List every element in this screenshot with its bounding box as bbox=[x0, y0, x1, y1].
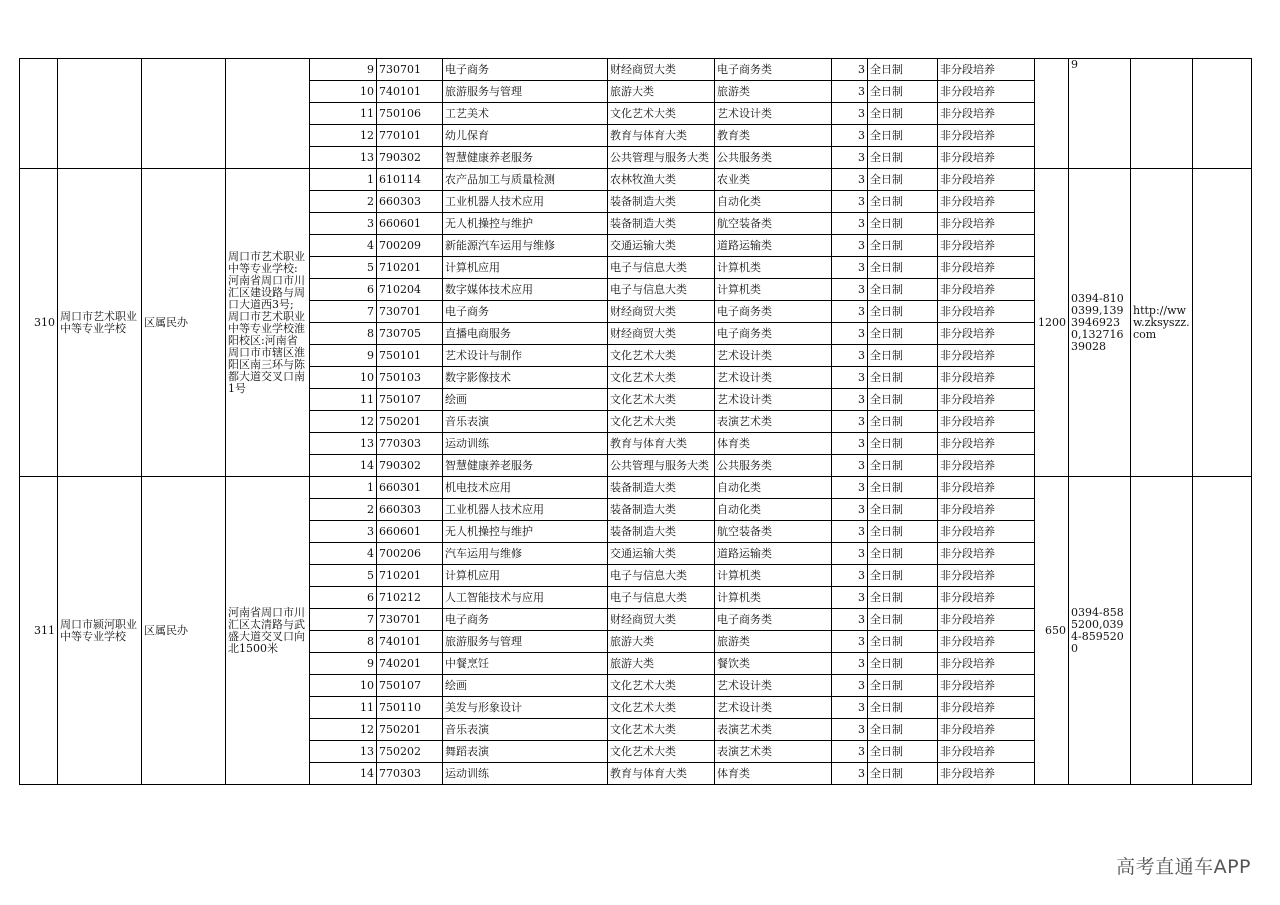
major-class: 自动化类 bbox=[715, 191, 832, 213]
major-code: 710201 bbox=[377, 257, 443, 279]
seq-number: 11 bbox=[310, 103, 377, 125]
major-class: 体育类 bbox=[715, 433, 832, 455]
major-name: 新能源汽车运用与维修 bbox=[443, 235, 608, 257]
study-mode: 全日制 bbox=[868, 653, 938, 675]
duration: 3 bbox=[832, 213, 868, 235]
major-category: 财经商贸大类 bbox=[608, 301, 715, 323]
major-category: 文化艺术大类 bbox=[608, 697, 715, 719]
major-name: 中餐烹饪 bbox=[443, 653, 608, 675]
seq-number: 5 bbox=[310, 257, 377, 279]
major-category: 旅游大类 bbox=[608, 631, 715, 653]
study-mode: 全日制 bbox=[868, 631, 938, 653]
major-category: 教育与体育大类 bbox=[608, 433, 715, 455]
major-category: 文化艺术大类 bbox=[608, 367, 715, 389]
seq-number: 8 bbox=[310, 631, 377, 653]
study-mode: 全日制 bbox=[868, 301, 938, 323]
training-mode: 非分段培养 bbox=[938, 499, 1035, 521]
major-category: 旅游大类 bbox=[608, 653, 715, 675]
major-class: 餐饮类 bbox=[715, 653, 832, 675]
training-mode: 非分段培养 bbox=[938, 81, 1035, 103]
major-class: 表演艺术类 bbox=[715, 741, 832, 763]
major-code: 730705 bbox=[377, 323, 443, 345]
major-class: 旅游类 bbox=[715, 631, 832, 653]
major-class: 体育类 bbox=[715, 763, 832, 785]
study-mode: 全日制 bbox=[868, 59, 938, 81]
table-row bbox=[20, 477, 1252, 499]
major-class: 航空装备类 bbox=[715, 213, 832, 235]
duration: 3 bbox=[832, 499, 868, 521]
study-mode: 全日制 bbox=[868, 609, 938, 631]
school-address bbox=[226, 59, 310, 169]
major-category: 教育与体育大类 bbox=[608, 125, 715, 147]
major-name: 无人机操控与维护 bbox=[443, 213, 608, 235]
major-name: 音乐表演 bbox=[443, 411, 608, 433]
major-name: 机电技术应用 bbox=[443, 477, 608, 499]
major-class: 计算机类 bbox=[715, 565, 832, 587]
school-website bbox=[1131, 477, 1193, 785]
training-mode: 非分段培养 bbox=[938, 653, 1035, 675]
duration: 3 bbox=[832, 301, 868, 323]
duration: 3 bbox=[832, 411, 868, 433]
training-mode: 非分段培养 bbox=[938, 213, 1035, 235]
major-name: 幼儿保育 bbox=[443, 125, 608, 147]
study-mode: 全日制 bbox=[868, 499, 938, 521]
duration: 3 bbox=[832, 59, 868, 81]
major-code: 610114 bbox=[377, 169, 443, 191]
major-category: 财经商贸大类 bbox=[608, 59, 715, 81]
major-name: 数字媒体技术应用 bbox=[443, 279, 608, 301]
study-mode: 全日制 bbox=[868, 125, 938, 147]
seq-number: 10 bbox=[310, 675, 377, 697]
major-code: 770101 bbox=[377, 125, 443, 147]
major-class: 道路运输类 bbox=[715, 543, 832, 565]
duration: 3 bbox=[832, 235, 868, 257]
study-mode: 全日制 bbox=[868, 213, 938, 235]
major-class: 艺术设计类 bbox=[715, 345, 832, 367]
major-category: 文化艺术大类 bbox=[608, 741, 715, 763]
major-code: 710204 bbox=[377, 279, 443, 301]
major-code: 660601 bbox=[377, 213, 443, 235]
seq-number: 2 bbox=[310, 499, 377, 521]
major-name: 直播电商服务 bbox=[443, 323, 608, 345]
major-name: 运动训练 bbox=[443, 763, 608, 785]
major-category: 电子与信息大类 bbox=[608, 565, 715, 587]
enrollment-count: 650 bbox=[1035, 477, 1069, 785]
major-code: 710201 bbox=[377, 565, 443, 587]
study-mode: 全日制 bbox=[868, 257, 938, 279]
duration: 3 bbox=[832, 455, 868, 477]
major-code: 770303 bbox=[377, 433, 443, 455]
seq-number: 1 bbox=[310, 169, 377, 191]
training-mode: 非分段培养 bbox=[938, 279, 1035, 301]
major-code: 660303 bbox=[377, 191, 443, 213]
major-class: 艺术设计类 bbox=[715, 367, 832, 389]
study-mode: 全日制 bbox=[868, 565, 938, 587]
major-code: 660601 bbox=[377, 521, 443, 543]
seq-number: 5 bbox=[310, 565, 377, 587]
major-category: 旅游大类 bbox=[608, 81, 715, 103]
seq-number: 14 bbox=[310, 763, 377, 785]
training-mode: 非分段培养 bbox=[938, 675, 1035, 697]
table-row bbox=[20, 169, 1252, 191]
major-code: 750107 bbox=[377, 675, 443, 697]
training-mode: 非分段培养 bbox=[938, 543, 1035, 565]
study-mode: 全日制 bbox=[868, 235, 938, 257]
seq-number: 10 bbox=[310, 81, 377, 103]
training-mode: 非分段培养 bbox=[938, 345, 1035, 367]
training-mode: 非分段培养 bbox=[938, 257, 1035, 279]
major-name: 智慧健康养老服务 bbox=[443, 147, 608, 169]
study-mode: 全日制 bbox=[868, 763, 938, 785]
study-mode: 全日制 bbox=[868, 675, 938, 697]
major-class: 艺术设计类 bbox=[715, 697, 832, 719]
table-row bbox=[20, 59, 1252, 81]
training-mode: 非分段培养 bbox=[938, 631, 1035, 653]
contact-phone: 9 bbox=[1069, 59, 1131, 169]
remarks bbox=[1193, 169, 1252, 477]
seq-number: 13 bbox=[310, 741, 377, 763]
remarks bbox=[1193, 59, 1252, 169]
major-class: 电子商务类 bbox=[715, 609, 832, 631]
training-mode: 非分段培养 bbox=[938, 323, 1035, 345]
training-mode: 非分段培养 bbox=[938, 763, 1035, 785]
major-name: 农产品加工与质量检测 bbox=[443, 169, 608, 191]
major-class: 艺术设计类 bbox=[715, 675, 832, 697]
major-class: 教育类 bbox=[715, 125, 832, 147]
training-mode: 非分段培养 bbox=[938, 741, 1035, 763]
duration: 3 bbox=[832, 675, 868, 697]
major-code: 700206 bbox=[377, 543, 443, 565]
major-name: 音乐表演 bbox=[443, 719, 608, 741]
major-code: 750201 bbox=[377, 719, 443, 741]
training-mode: 非分段培养 bbox=[938, 367, 1035, 389]
duration: 3 bbox=[832, 587, 868, 609]
seq-number: 9 bbox=[310, 345, 377, 367]
major-name: 艺术设计与制作 bbox=[443, 345, 608, 367]
major-code: 740101 bbox=[377, 81, 443, 103]
major-category: 电子与信息大类 bbox=[608, 279, 715, 301]
school-type bbox=[142, 59, 226, 169]
major-name: 无人机操控与维护 bbox=[443, 521, 608, 543]
seq-number: 12 bbox=[310, 719, 377, 741]
school-id: 310 bbox=[20, 169, 58, 477]
training-mode: 非分段培养 bbox=[938, 521, 1035, 543]
study-mode: 全日制 bbox=[868, 323, 938, 345]
training-mode: 非分段培养 bbox=[938, 433, 1035, 455]
major-code: 710212 bbox=[377, 587, 443, 609]
duration: 3 bbox=[832, 103, 868, 125]
major-code: 700209 bbox=[377, 235, 443, 257]
major-category: 财经商贸大类 bbox=[608, 609, 715, 631]
school-name: 周口市颍河职业中等专业学校 bbox=[58, 477, 142, 785]
major-name: 智慧健康养老服务 bbox=[443, 455, 608, 477]
major-name: 计算机应用 bbox=[443, 257, 608, 279]
training-mode: 非分段培养 bbox=[938, 389, 1035, 411]
study-mode: 全日制 bbox=[868, 103, 938, 125]
major-class: 农业类 bbox=[715, 169, 832, 191]
major-code: 730701 bbox=[377, 609, 443, 631]
school-id bbox=[20, 59, 58, 169]
major-code: 790302 bbox=[377, 455, 443, 477]
seq-number: 11 bbox=[310, 697, 377, 719]
study-mode: 全日制 bbox=[868, 367, 938, 389]
seq-number: 1 bbox=[310, 477, 377, 499]
duration: 3 bbox=[832, 389, 868, 411]
major-class: 表演艺术类 bbox=[715, 411, 832, 433]
duration: 3 bbox=[832, 543, 868, 565]
duration: 3 bbox=[832, 763, 868, 785]
training-mode: 非分段培养 bbox=[938, 719, 1035, 741]
duration: 3 bbox=[832, 653, 868, 675]
training-mode: 非分段培养 bbox=[938, 301, 1035, 323]
major-category: 交通运输大类 bbox=[608, 543, 715, 565]
major-class: 计算机类 bbox=[715, 587, 832, 609]
major-category: 装备制造大类 bbox=[608, 499, 715, 521]
major-class: 自动化类 bbox=[715, 499, 832, 521]
major-class: 自动化类 bbox=[715, 477, 832, 499]
study-mode: 全日制 bbox=[868, 81, 938, 103]
duration: 3 bbox=[832, 323, 868, 345]
training-mode: 非分段培养 bbox=[938, 587, 1035, 609]
major-code: 750106 bbox=[377, 103, 443, 125]
training-mode: 非分段培养 bbox=[938, 477, 1035, 499]
major-category: 电子与信息大类 bbox=[608, 257, 715, 279]
school-website: http://www.zksyszz.com bbox=[1131, 169, 1193, 477]
major-category: 装备制造大类 bbox=[608, 521, 715, 543]
training-mode: 非分段培养 bbox=[938, 609, 1035, 631]
major-name: 电子商务 bbox=[443, 609, 608, 631]
contact-phone: 0394-8100399,13939469230,13271639028 bbox=[1069, 169, 1131, 477]
major-name: 计算机应用 bbox=[443, 565, 608, 587]
study-mode: 全日制 bbox=[868, 191, 938, 213]
seq-number: 3 bbox=[310, 521, 377, 543]
contact-phone: 0394-8585200,0394-8595200 bbox=[1069, 477, 1131, 785]
major-category: 装备制造大类 bbox=[608, 213, 715, 235]
major-class: 电子商务类 bbox=[715, 301, 832, 323]
major-name: 人工智能技术与应用 bbox=[443, 587, 608, 609]
duration: 3 bbox=[832, 609, 868, 631]
school-id: 311 bbox=[20, 477, 58, 785]
major-name: 工业机器人技术应用 bbox=[443, 499, 608, 521]
major-code: 730701 bbox=[377, 301, 443, 323]
major-category: 公共管理与服务大类 bbox=[608, 147, 715, 169]
major-code: 750101 bbox=[377, 345, 443, 367]
major-category: 公共管理与服务大类 bbox=[608, 455, 715, 477]
major-class: 艺术设计类 bbox=[715, 389, 832, 411]
duration: 3 bbox=[832, 147, 868, 169]
training-mode: 非分段培养 bbox=[938, 235, 1035, 257]
major-code: 660303 bbox=[377, 499, 443, 521]
major-category: 文化艺术大类 bbox=[608, 411, 715, 433]
duration: 3 bbox=[832, 719, 868, 741]
seq-number: 8 bbox=[310, 323, 377, 345]
major-class: 表演艺术类 bbox=[715, 719, 832, 741]
study-mode: 全日制 bbox=[868, 697, 938, 719]
major-category: 教育与体育大类 bbox=[608, 763, 715, 785]
enrollment-count bbox=[1035, 59, 1069, 169]
seq-number: 9 bbox=[310, 59, 377, 81]
study-mode: 全日制 bbox=[868, 587, 938, 609]
major-class: 公共服务类 bbox=[715, 147, 832, 169]
major-code: 730701 bbox=[377, 59, 443, 81]
major-name: 汽车运用与维修 bbox=[443, 543, 608, 565]
training-mode: 非分段培养 bbox=[938, 565, 1035, 587]
study-mode: 全日制 bbox=[868, 455, 938, 477]
major-code: 750201 bbox=[377, 411, 443, 433]
study-mode: 全日制 bbox=[868, 521, 938, 543]
study-mode: 全日制 bbox=[868, 411, 938, 433]
seq-number: 13 bbox=[310, 433, 377, 455]
training-mode: 非分段培养 bbox=[938, 59, 1035, 81]
major-name: 旅游服务与管理 bbox=[443, 81, 608, 103]
duration: 3 bbox=[832, 433, 868, 455]
seq-number: 11 bbox=[310, 389, 377, 411]
duration: 3 bbox=[832, 191, 868, 213]
duration: 3 bbox=[832, 257, 868, 279]
training-mode: 非分段培养 bbox=[938, 697, 1035, 719]
duration: 3 bbox=[832, 697, 868, 719]
major-name: 绘画 bbox=[443, 389, 608, 411]
major-category: 装备制造大类 bbox=[608, 191, 715, 213]
seq-number: 6 bbox=[310, 279, 377, 301]
major-name: 旅游服务与管理 bbox=[443, 631, 608, 653]
duration: 3 bbox=[832, 565, 868, 587]
enrollment-count: 1200 bbox=[1035, 169, 1069, 477]
training-mode: 非分段培养 bbox=[938, 103, 1035, 125]
major-code: 770303 bbox=[377, 763, 443, 785]
study-mode: 全日制 bbox=[868, 279, 938, 301]
major-category: 农林牧渔大类 bbox=[608, 169, 715, 191]
enrollment-table bbox=[19, 58, 1252, 785]
major-class: 电子商务类 bbox=[715, 323, 832, 345]
seq-number: 4 bbox=[310, 235, 377, 257]
seq-number: 7 bbox=[310, 301, 377, 323]
major-code: 740101 bbox=[377, 631, 443, 653]
seq-number: 13 bbox=[310, 147, 377, 169]
major-name: 工业机器人技术应用 bbox=[443, 191, 608, 213]
duration: 3 bbox=[832, 81, 868, 103]
major-name: 工艺美术 bbox=[443, 103, 608, 125]
study-mode: 全日制 bbox=[868, 169, 938, 191]
seq-number: 9 bbox=[310, 653, 377, 675]
major-class: 道路运输类 bbox=[715, 235, 832, 257]
training-mode: 非分段培养 bbox=[938, 125, 1035, 147]
major-class: 公共服务类 bbox=[715, 455, 832, 477]
watermark: 高考直通车APP bbox=[1116, 856, 1251, 878]
major-category: 文化艺术大类 bbox=[608, 345, 715, 367]
major-category: 文化艺术大类 bbox=[608, 389, 715, 411]
major-code: 750107 bbox=[377, 389, 443, 411]
major-category: 装备制造大类 bbox=[608, 477, 715, 499]
major-category: 交通运输大类 bbox=[608, 235, 715, 257]
major-name: 绘画 bbox=[443, 675, 608, 697]
major-name: 运动训练 bbox=[443, 433, 608, 455]
seq-number: 12 bbox=[310, 411, 377, 433]
school-address: 周口市艺术职业中等专业学校:河南省周口市川汇区建设路与周口大道西3号; 周口市艺术职业中等专业学校淮阳校区:河南省周口市市辖区淮阳区南三环与陈都大道交叉口南1号 bbox=[226, 169, 310, 477]
training-mode: 非分段培养 bbox=[938, 411, 1035, 433]
major-class: 计算机类 bbox=[715, 257, 832, 279]
duration: 3 bbox=[832, 477, 868, 499]
study-mode: 全日制 bbox=[868, 741, 938, 763]
major-name: 电子商务 bbox=[443, 59, 608, 81]
major-code: 750103 bbox=[377, 367, 443, 389]
duration: 3 bbox=[832, 169, 868, 191]
major-code: 740201 bbox=[377, 653, 443, 675]
major-name: 美发与形象设计 bbox=[443, 697, 608, 719]
seq-number: 7 bbox=[310, 609, 377, 631]
major-class: 航空装备类 bbox=[715, 521, 832, 543]
major-class: 计算机类 bbox=[715, 279, 832, 301]
major-category: 财经商贸大类 bbox=[608, 323, 715, 345]
duration: 3 bbox=[832, 741, 868, 763]
study-mode: 全日制 bbox=[868, 543, 938, 565]
study-mode: 全日制 bbox=[868, 433, 938, 455]
study-mode: 全日制 bbox=[868, 345, 938, 367]
duration: 3 bbox=[832, 345, 868, 367]
duration: 3 bbox=[832, 367, 868, 389]
major-code: 790302 bbox=[377, 147, 443, 169]
training-mode: 非分段培养 bbox=[938, 147, 1035, 169]
seq-number: 12 bbox=[310, 125, 377, 147]
seq-number: 4 bbox=[310, 543, 377, 565]
school-type: 区属民办 bbox=[142, 477, 226, 785]
study-mode: 全日制 bbox=[868, 719, 938, 741]
major-class: 电子商务类 bbox=[715, 59, 832, 81]
remarks bbox=[1193, 477, 1252, 785]
major-code: 750202 bbox=[377, 741, 443, 763]
duration: 3 bbox=[832, 521, 868, 543]
seq-number: 3 bbox=[310, 213, 377, 235]
seq-number: 10 bbox=[310, 367, 377, 389]
seq-number: 2 bbox=[310, 191, 377, 213]
school-type: 区属民办 bbox=[142, 169, 226, 477]
major-class: 艺术设计类 bbox=[715, 103, 832, 125]
training-mode: 非分段培养 bbox=[938, 455, 1035, 477]
major-name: 数字影像技术 bbox=[443, 367, 608, 389]
study-mode: 全日制 bbox=[868, 147, 938, 169]
major-code: 660301 bbox=[377, 477, 443, 499]
duration: 3 bbox=[832, 631, 868, 653]
school-address: 河南省周口市川汇区太清路与武盛大道交叉口向北1500米 bbox=[226, 477, 310, 785]
duration: 3 bbox=[832, 125, 868, 147]
major-category: 文化艺术大类 bbox=[608, 719, 715, 741]
study-mode: 全日制 bbox=[868, 477, 938, 499]
school-website bbox=[1131, 59, 1193, 169]
major-code: 750110 bbox=[377, 697, 443, 719]
table-body bbox=[20, 59, 1252, 785]
major-category: 电子与信息大类 bbox=[608, 587, 715, 609]
duration: 3 bbox=[832, 279, 868, 301]
training-mode: 非分段培养 bbox=[938, 191, 1035, 213]
school-name: 周口市艺术职业中等专业学校 bbox=[58, 169, 142, 477]
major-class: 旅游类 bbox=[715, 81, 832, 103]
training-mode: 非分段培养 bbox=[938, 169, 1035, 191]
seq-number: 14 bbox=[310, 455, 377, 477]
seq-number: 6 bbox=[310, 587, 377, 609]
major-name: 舞蹈表演 bbox=[443, 741, 608, 763]
major-category: 文化艺术大类 bbox=[608, 675, 715, 697]
major-category: 文化艺术大类 bbox=[608, 103, 715, 125]
study-mode: 全日制 bbox=[868, 389, 938, 411]
major-name: 电子商务 bbox=[443, 301, 608, 323]
school-name bbox=[58, 59, 142, 169]
